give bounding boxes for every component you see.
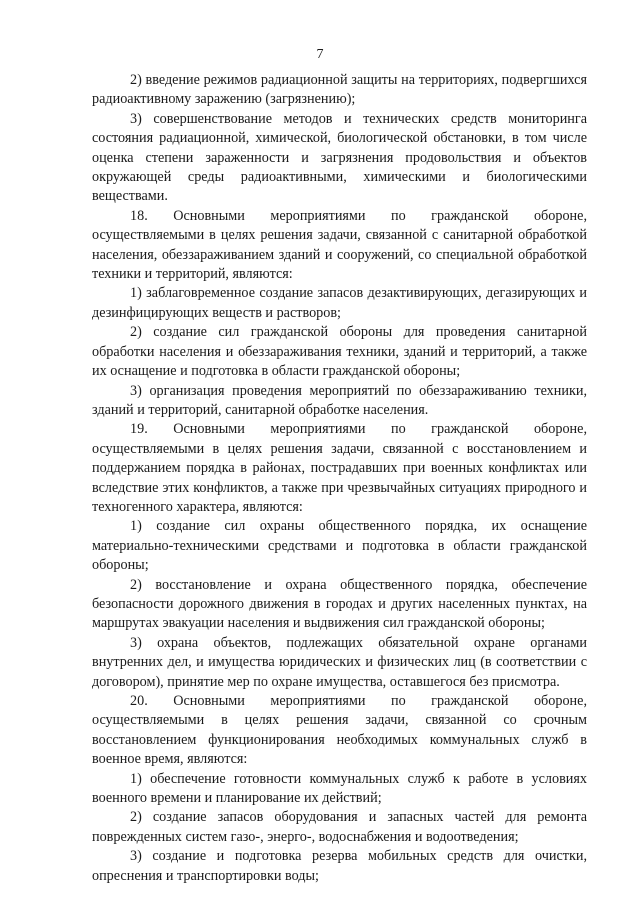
- paragraph-18-1-reserves: 1) заблаговременное создание запасов дезактивирующих, дегазирующих и дезинфицирующих веществ и растворов;: [92, 285, 587, 321]
- document-body: [92, 71, 587, 886]
- page-number: 7: [316, 47, 324, 62]
- paragraph-20-1-service-readiness: 1) обеспечение готовности коммунальных служб к работе в условиях военного времени и планирование их действий;: [92, 770, 587, 807]
- paragraph-2-radiation-protection-regimes: 2) введение режимов радиационной защиты на территориях, подвергшихся радиоактивному заражению (загрязнению);: [92, 72, 587, 108]
- paragraph-20-3-mobile-water-means: 3) создание и подготовка резерва мобильных средств для очистки, опреснения и транспортировки воды;: [92, 848, 587, 884]
- paragraph-19-3-object-protection: 3) охрана объектов, подлежащих обязательной охране органами внутренних дел, и имущества юридических и физических лиц (в соответствии с договором), принятие мер по охране имущества, оставшегося без присмотра.: [92, 634, 587, 690]
- paragraph-20-utility-services: 20. Основными мероприятиями по гражданской обороне, осуществляемыми в целях решения задачи, связанной со срочным восстановлением функционирования необходимых коммунальных служб в военное время, являются:: [92, 693, 587, 768]
- paragraph-18-2-civil-defense-forces: 2) создание сил гражданской обороны для проведения санитарной обработки населения и обеззараживания техники, зданий и территорий, а также их оснащение и подготовка в области гражданской обороны;: [92, 324, 587, 380]
- paragraph-3-monitoring-methods: 3) совершенствование методов и технических средств мониторинга состояния радиационной, химической, биологической обстановки, в том числе оценка степени зараженности и загрязнения продовольствия и объектов окружающей среды радиоактивными, химическими и биологическими веществами.: [92, 110, 587, 205]
- paragraph-20-2-equipment-reserves: 2) создание запасов оборудования и запасных частей для ремонта поврежденных систем газо-, энерго-, водоснабжения и водоотведения;: [92, 809, 587, 845]
- paragraph-18-sanitary-treatment: 18. Основными мероприятиями по гражданской обороне, осуществляемыми в целях решения задачи, связанной с санитарной обработкой населения, обеззараживанием зданий и сооружений, со специальной обработкой техники и территорий, являются:: [92, 207, 587, 283]
- paragraph-19-public-order: 19. Основными мероприятиями по гражданской обороне, осуществляемыми в целях решения задачи, связанной с восстановлением и поддержанием порядка в районах, пострадавших при военных конфликтах или вследствие этих конфликтов, а также при чрезвычайных ситуациях природного и техногенного характера, являются:: [92, 421, 587, 515]
- paragraph-19-2-order-restoration: 2) восстановление и охрана общественного порядка, обеспечение безопасности дорожного движения в городах и других населенных пунктах, на маршрутах эвакуации населения и выдвижения сил гражданской обороны;: [92, 576, 587, 632]
- paragraph-19-1-security-forces: 1) создание сил охраны общественного порядка, их оснащение материально-техническими средствами и подготовка в области гражданской обороны;: [92, 518, 587, 574]
- paragraph-18-3-decontamination-measures: 3) организация проведения мероприятий по обеззараживанию техники, зданий и территорий, санитарной обработке населения.: [92, 382, 587, 418]
